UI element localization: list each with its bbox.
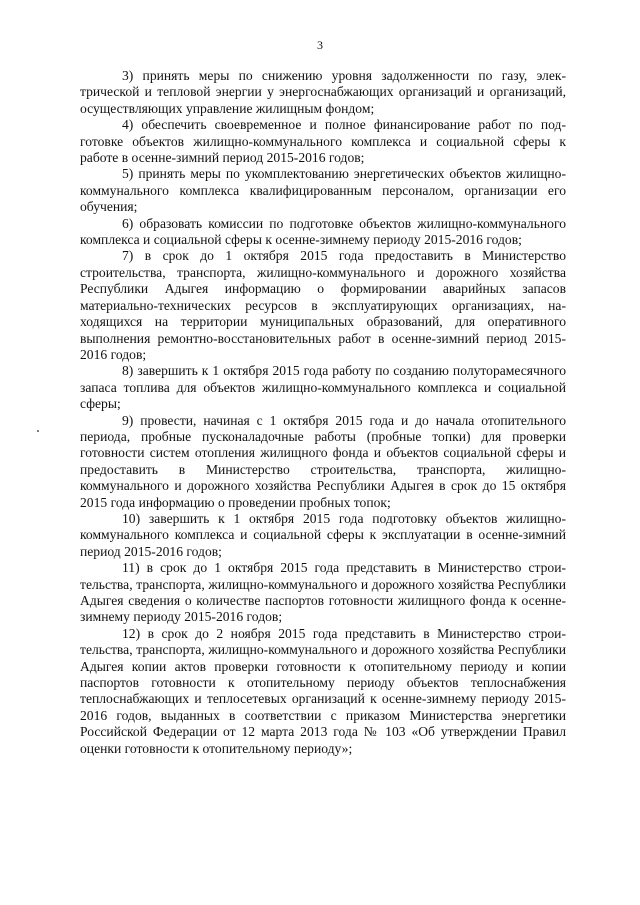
list-item-8: 8) завершить к 1 октября 2015 года работу по созданию полуторамесячного запаса топлива для объектов жилищно-коммунального комплекса и социальной сферы; xyxy=(80,363,566,412)
list-item-5: 5) принять меры по укомплектованию энергетических объектов жилищно-коммунального комплекса квалифицированным персоналом, организации его обучения; xyxy=(80,166,566,215)
list-item-9: 9) провести, начиная с 1 октября 2015 года и до начала отопительного периода, пробные пусконаладочные работы (пробные топки) для проверки готовности систем отопления жилищного фонда и объектов социальной сферы и предоставить в Министерство строительства, транспорта, жилищно-коммунального и дорожного хозяйства Республики Адыгея в срок до 15 октября 2015 года информацию о проведении пробных топок; xyxy=(80,412,566,510)
list-item-4: 4) обеспечить своевременное и полное финансирование работ по подготовке объектов жилищно-коммунального комплекса и социальной сферы к работе в осенне-зимний период 2015-2016 годов; xyxy=(80,117,566,166)
list-item-7: 7) в срок до 1 октября 2015 года предоставить в Министерство строительства, транспорта, жилищно-коммунального и дорожного хозяйства Республики Адыгея информацию о формировании аварийных запасов материально-технических ресурсов в эксплуатирующих организациях, находящихся на территории муниципальных образований, для оперативного выполнения ремонтно-восстановительных работ в осенне-зимний период 2015-2016 годов; xyxy=(80,248,566,362)
scan-speck xyxy=(37,430,39,432)
page-number: 3 xyxy=(317,38,323,52)
list-item-12: 12) в срок до 2 ноября 2015 года представить в Министерство строительства, транспорта, жилищно-коммунального и дорожного хозяйства Республики Адыгея копии актов проверки готовности к отопительному периоду и копии паспортов готовности к отопительному периоду объектов теплоснабжения теплоснабжающих и теплосетевых организаций к осенне-зимнему периоду 2015-2016 годов, выданных в соответствии с приказом Министерства энергетики Российской Федерации от 12 марта 2013 года № 103 «Об утверждении Правил оценки готовности к отопительному периоду»; xyxy=(80,625,566,756)
list-item-6: 6) образовать комиссии по подготовке объектов жилищно-коммунального комплекса и социальной сферы к осенне-зимнему периоду 2015-2016 годов; xyxy=(80,215,566,248)
document-body xyxy=(80,68,566,757)
list-item-11: 11) в срок до 1 октября 2015 года представить в Министерство строительства, транспорта, жилищно-коммунального и дорожного хозяйства Республики Адыгея сведения о количестве паспортов готовности жилищного фонда к осенне-зимнему периоду 2015-2016 годов; xyxy=(80,560,566,625)
list-item-10: 10) завершить к 1 октября 2015 года подготовку объектов жилищно-коммунального комплекса и социальной сферы к эксплуатации в осенне-зимний период 2015-2016 годов; xyxy=(80,510,566,559)
list-item-3: 3) принять меры по снижению уровня задолженности по газу, электрической и тепловой энергии у энергоснабжающих организаций и организаций, осуществляющих управление жилищным фондом; xyxy=(80,68,566,116)
